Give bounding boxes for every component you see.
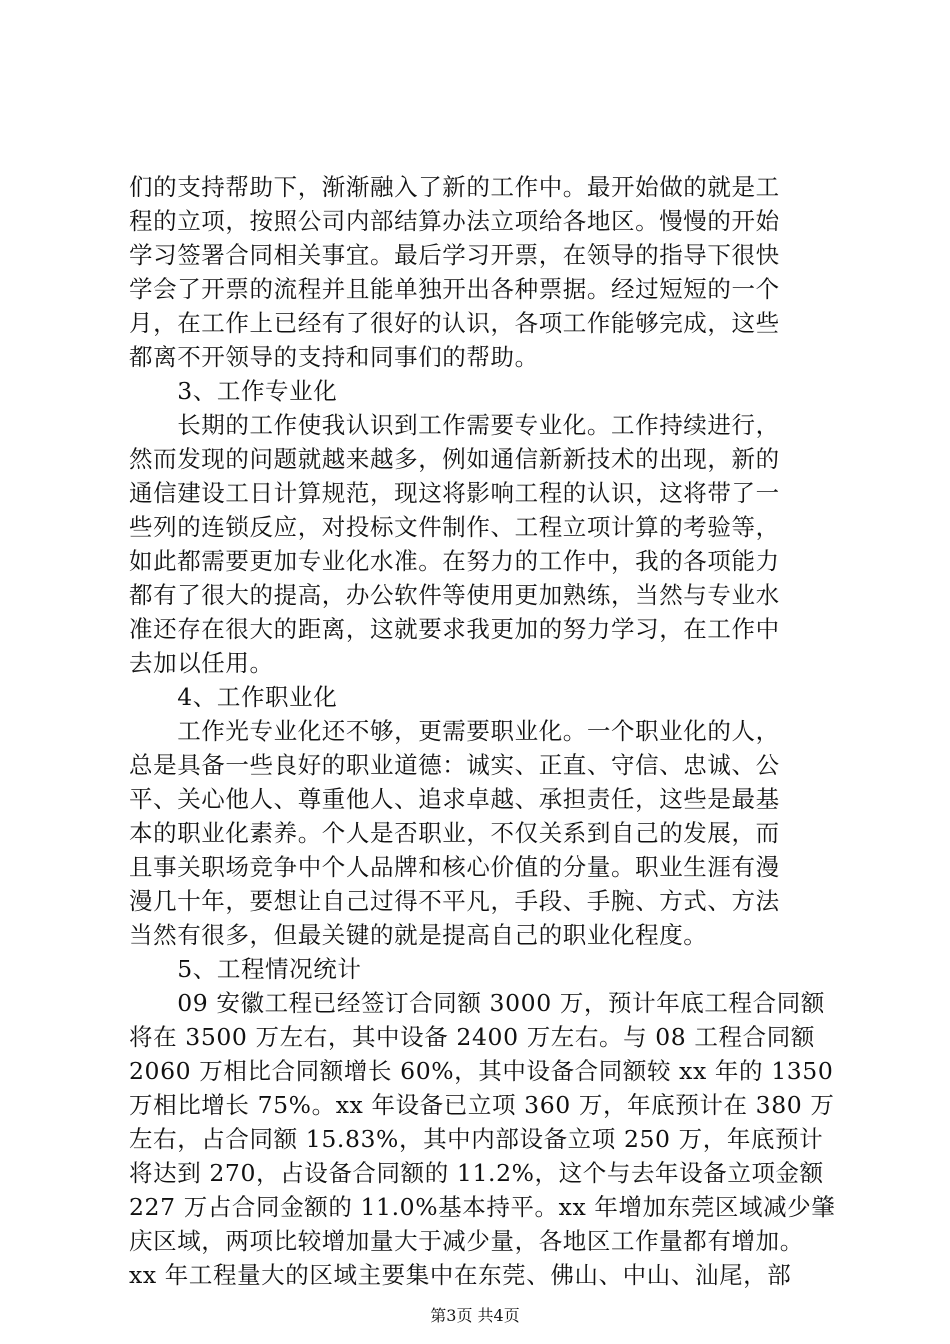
text-line: 09 安徽工程已经签订合同额 3000 万，预计年底工程合同额	[129, 989, 825, 1017]
text-line: 如此都需要更加专业化水准。在努力的工作中，我的各项能力	[129, 547, 780, 575]
page-footer: 第3页 共4页	[430, 1306, 520, 1325]
text-line: 当然有很多，但最关键的就是提高自己的职业化程度。	[129, 921, 708, 949]
text-line: 平、关心他人、尊重他人、追求卓越、承担责任，这些是最基	[129, 785, 780, 813]
text-line: 工作光专业化还不够，更需要职业化。一个职业化的人，	[129, 717, 780, 745]
text-line: 学习签署合同相关事宜。最后学习开票，在领导的指导下很快	[129, 241, 780, 269]
text-line: 些列的连锁反应，对投标文件制作、工程立项计算的考验等，	[129, 513, 780, 541]
text-line: 227 万占合同金额的 11.0%基本持平。xx 年增加东莞区域减少肇	[129, 1193, 836, 1221]
section-heading: 3、工作专业化	[129, 377, 338, 405]
text-line: 月，在工作上已经有了很好的认识，各项工作能够完成，这些	[129, 309, 780, 337]
text-line: 左右，占合同额 15.83%，其中内部设备立项 250 万，年底预计	[129, 1125, 824, 1153]
section-heading: 4、工作职业化	[129, 683, 338, 711]
text-line: 通信建设工日计算规范，现这将影响工程的认识，这将带了一	[129, 479, 780, 507]
text-line: 去加以任用。	[129, 649, 274, 677]
text-line: 万相比增长 75%。xx 年设备已立项 360 万，年底预计在 380 万	[129, 1091, 835, 1119]
text-line: 们的支持帮助下，渐渐融入了新的工作中。最开始做的就是工	[129, 173, 780, 201]
text-line: 将达到 270，占设备合同额的 11.2%，这个与去年设备立项金额	[129, 1159, 824, 1187]
text-line: 准还存在很大的距离，这就要求我更加的努力学习，在工作中	[129, 615, 780, 643]
text-line: 且事关职场竞争中个人品牌和核心价值的分量。职业生涯有漫	[129, 853, 780, 881]
text-line: 2060 万相比合同额增长 60%，其中设备合同额较 xx 年的 1350	[129, 1057, 834, 1085]
text-line: 将在 3500 万左右，其中设备 2400 万左右。与 08 工程合同额	[129, 1023, 815, 1051]
text-line: 然而发现的问题就越来越多，例如通信新新技术的出现，新的	[129, 445, 780, 473]
text-line: 都有了很大的提高，办公软件等使用更加熟练，当然与专业水	[129, 581, 780, 609]
section-heading: 5、工程情况统计	[129, 955, 362, 983]
text-line: 学会了开票的流程并且能单独开出各种票据。经过短短的一个	[129, 275, 780, 303]
text-line: 长期的工作使我认识到工作需要专业化。工作持续进行，	[129, 411, 780, 439]
text-line: 庆区域，两项比较增加量大于减少量，各地区工作量都有增加。	[129, 1227, 804, 1255]
text-line: 总是具备一些良好的职业道德：诚实、正直、守信、忠诚、公	[129, 751, 780, 779]
text-line: 漫几十年，要想让自己过得不平凡，手段、手腕、方式、方法	[129, 887, 780, 915]
text-line: 程的立项，按照公司内部结算办法立项给各地区。慢慢的开始	[129, 207, 780, 235]
text-line: 本的职业化素养。个人是否职业，不仅关系到自己的发展，而	[129, 819, 780, 847]
text-line: 都离不开领导的支持和同事们的帮助。	[129, 343, 539, 371]
text-line: xx 年工程量大的区域主要集中在东莞、佛山、中山、汕尾，部	[129, 1261, 792, 1289]
